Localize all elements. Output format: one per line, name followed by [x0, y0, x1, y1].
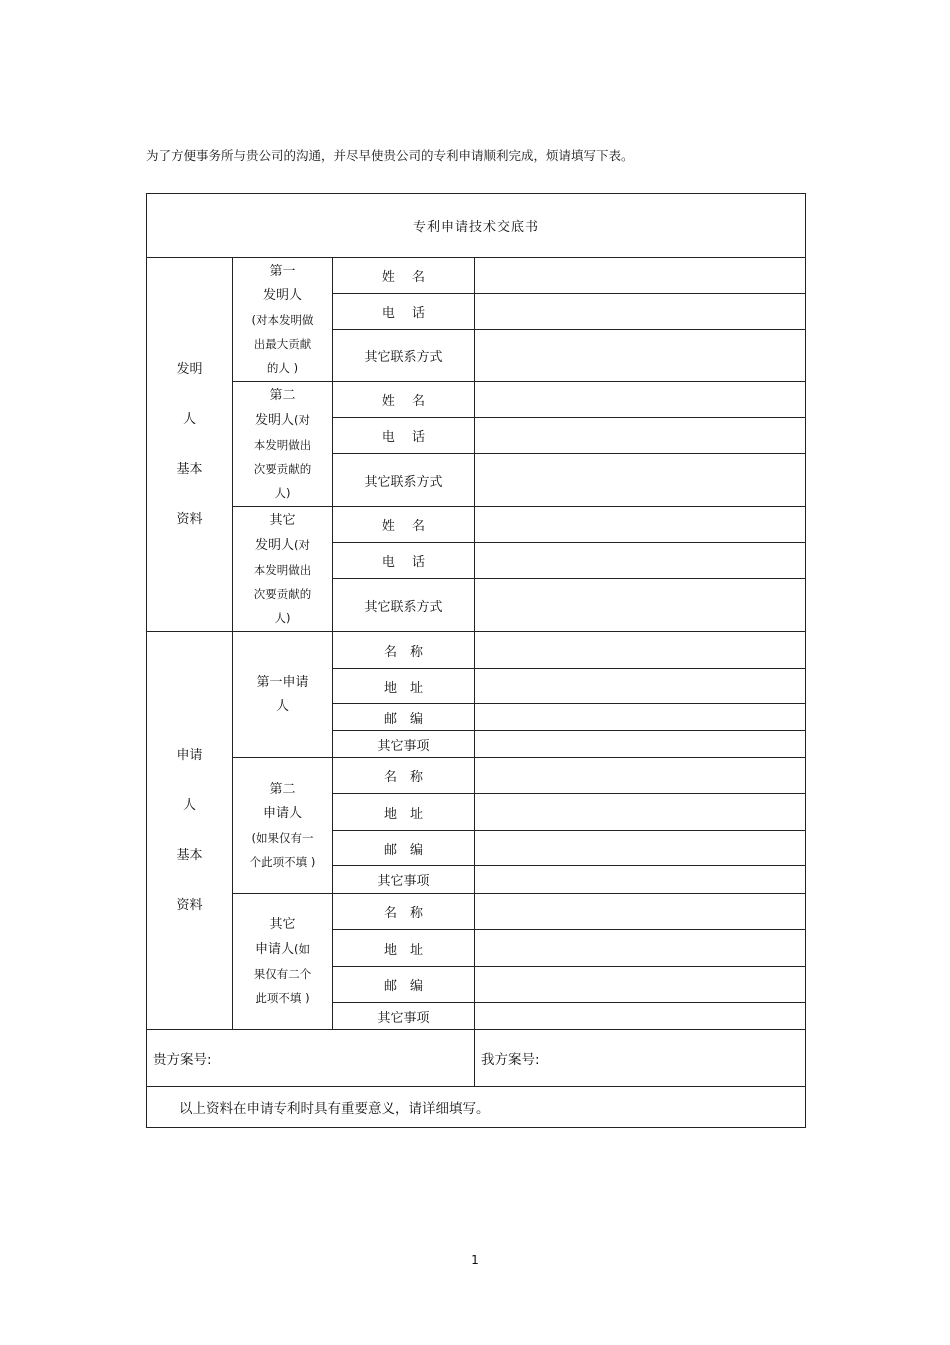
field-label-contact: 其它联系方式	[333, 330, 475, 382]
first-applicant-label: 第一申请 人	[233, 632, 333, 758]
second-applicant-title-input[interactable]	[475, 758, 806, 794]
other-inventor-contact-input[interactable]	[475, 579, 806, 632]
other-applicant-other-input[interactable]	[475, 1003, 806, 1030]
field-label-address: 地 址	[333, 930, 475, 967]
our-case-number-label: 我方案号:	[481, 1052, 540, 1068]
field-label-name: 姓 名	[333, 382, 475, 418]
footer-note: 以上资料在申请专利时具有重要意义，请详细填写。	[147, 1087, 806, 1128]
other-applicant-postcode-input[interactable]	[475, 967, 806, 1003]
field-label-other: 其它事项	[333, 1003, 475, 1030]
first-applicant-title-input[interactable]	[475, 632, 806, 669]
field-label-name: 姓 名	[333, 258, 475, 294]
page-number: 1	[471, 1253, 479, 1267]
other-inventor-phone-input[interactable]	[475, 543, 806, 579]
client-case-number-field[interactable]	[147, 1030, 475, 1087]
disclosure-form-table	[146, 193, 806, 1128]
first-inventor-name-input[interactable]	[475, 258, 806, 294]
field-label-title: 名 称	[333, 758, 475, 794]
field-label-title: 名 称	[333, 632, 475, 669]
field-label-contact: 其它联系方式	[333, 579, 475, 632]
applicant-section-label: 申请 人 基本 资料	[147, 632, 233, 1030]
field-label-address: 地 址	[333, 669, 475, 704]
first-inventor-label: 第一 发明人 (对本发明做 出最大贡献 的人 )	[233, 258, 333, 382]
field-label-postcode: 邮 编	[333, 967, 475, 1003]
second-inventor-phone-input[interactable]	[475, 418, 806, 454]
second-inventor-contact-input[interactable]	[475, 454, 806, 507]
field-label-name: 姓 名	[333, 507, 475, 543]
second-inventor-label: 第二 发明人(对 本发明做出 次要贡献的 人)	[233, 382, 333, 507]
other-inventor-name-input[interactable]	[475, 507, 806, 543]
first-inventor-contact-input[interactable]	[475, 330, 806, 382]
our-case-number-field[interactable]	[475, 1030, 806, 1087]
other-inventor-label: 其它 发明人(对 本发明做出 次要贡献的 人)	[233, 507, 333, 632]
field-label-contact: 其它联系方式	[333, 454, 475, 507]
first-applicant-address-input[interactable]	[475, 669, 806, 704]
second-applicant-address-input[interactable]	[475, 794, 806, 831]
other-applicant-label: 其它 申请人(如 果仅有二个 此项不填 )	[233, 894, 333, 1030]
other-applicant-address-input[interactable]	[475, 930, 806, 967]
first-applicant-postcode-input[interactable]	[475, 704, 806, 731]
field-label-title: 名 称	[333, 894, 475, 930]
field-label-postcode: 邮 编	[333, 831, 475, 866]
client-case-number-label: 贵方案号:	[153, 1052, 212, 1068]
second-applicant-other-input[interactable]	[475, 866, 806, 894]
second-applicant-label: 第二 申请人 (如果仅有一 个此项不填 )	[233, 758, 333, 894]
field-label-address: 地 址	[333, 794, 475, 831]
first-inventor-phone-input[interactable]	[475, 294, 806, 330]
field-label-phone: 电 话	[333, 418, 475, 454]
field-label-phone: 电 话	[333, 543, 475, 579]
field-label-other: 其它事项	[333, 731, 475, 758]
inventor-section-label: 发明 人 基本 资料	[147, 258, 233, 632]
field-label-postcode: 邮 编	[333, 704, 475, 731]
first-applicant-other-input[interactable]	[475, 731, 806, 758]
form-title: 专利申请技术交底书	[147, 194, 806, 258]
field-label-other: 其它事项	[333, 866, 475, 894]
second-applicant-postcode-input[interactable]	[475, 831, 806, 866]
field-label-phone: 电 话	[333, 294, 475, 330]
intro-text: 为了方便事务所与贵公司的沟通，并尽早使贵公司的专利申请顺利完成，烦请填写下表。	[146, 148, 634, 163]
second-inventor-name-input[interactable]	[475, 382, 806, 418]
other-applicant-title-input[interactable]	[475, 894, 806, 930]
